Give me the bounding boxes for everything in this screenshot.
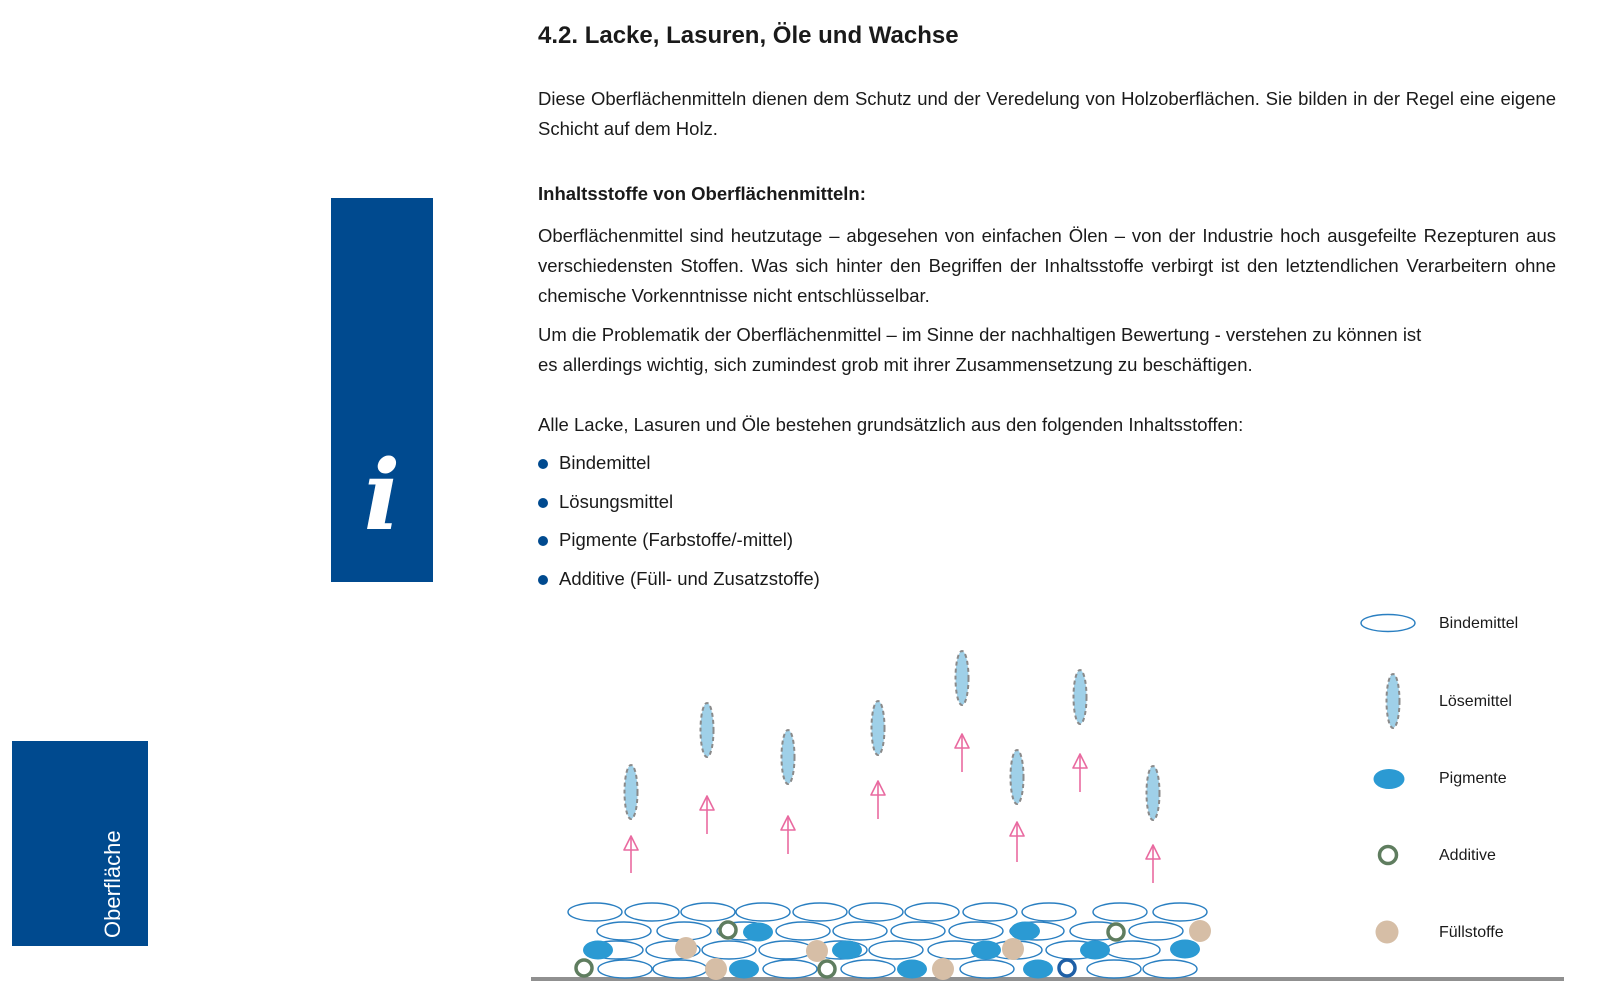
- binder-particle: [869, 941, 923, 959]
- binder-particle: [1010, 922, 1064, 940]
- solvent-particle: [872, 701, 885, 755]
- evaporation-arrow: [1073, 754, 1087, 792]
- binder-particle: [653, 960, 707, 978]
- list-lead: Alle Lacke, Lasuren und Öle bestehen grundsätzlich aus den folgenden Inhaltsstoffen:: [538, 414, 1244, 435]
- binder-particle: [598, 960, 652, 978]
- list-item: Pigmente (Farbstoffe/-mittel): [538, 525, 820, 564]
- coating-layer: [531, 903, 1564, 980]
- pigment-particle: [832, 941, 862, 960]
- list-item: Additive (Füll- und Zusatzstoffe): [538, 564, 820, 603]
- binder-particle: [568, 903, 622, 921]
- binder-particle: [849, 903, 903, 921]
- binder-particle: [702, 941, 756, 959]
- evaporation-arrow: [871, 781, 885, 819]
- pigment-particle: [729, 960, 759, 979]
- legend-label-additive: Additive: [1439, 847, 1496, 864]
- list-item: Bindemittel: [538, 448, 820, 487]
- section-title: 4.2. Lacke, Lasuren, Öle und Wachse: [538, 22, 959, 49]
- binder-particle: [841, 960, 895, 978]
- solvent-particle: [956, 651, 969, 705]
- additive-particle: [720, 922, 736, 938]
- filler-particle: [1002, 938, 1024, 960]
- list-item: Lösungsmittel: [538, 487, 820, 526]
- binder-particle: [589, 941, 643, 959]
- binder-particle: [736, 903, 790, 921]
- binder-particle: [963, 903, 1017, 921]
- pigment-particle: [1170, 940, 1200, 959]
- binder-particle: [759, 941, 813, 959]
- binder-particle: [1129, 922, 1183, 940]
- binder-particle: [949, 922, 1003, 940]
- additive-particle: [1108, 924, 1124, 940]
- solvent-particle: [625, 765, 638, 819]
- binder-particle: [776, 922, 830, 940]
- pigment-particle: [971, 941, 1001, 960]
- binder-particle: [1046, 941, 1100, 959]
- solvent-particle: [701, 703, 714, 757]
- legend-label-filler: Füllstoffe: [1439, 924, 1504, 941]
- section-side-tab[interactable]: [12, 741, 148, 946]
- info-icon: i: [363, 439, 401, 552]
- binder-particle: [1093, 903, 1147, 921]
- side-tab-label: Oberfläche: [100, 830, 125, 938]
- binder-particle: [1153, 903, 1207, 921]
- legend-label-solvent: Lösemittel: [1439, 693, 1512, 710]
- filler-particle: [705, 958, 727, 980]
- binder-particle: [597, 922, 651, 940]
- additive-particle: [1059, 960, 1075, 976]
- evaporation-arrow: [624, 836, 638, 873]
- binder-particle: [928, 941, 982, 959]
- legend-filler-symbol: [1376, 921, 1399, 944]
- paragraph-problem-line-2: es allerdings wichtig, sich zumindest grob mit ihrer Zusammensetzung zu beschäftigen.: [538, 354, 1253, 375]
- additive-particle: [819, 961, 835, 977]
- ingredients-list: [538, 448, 820, 602]
- evaporation-arrow: [955, 734, 969, 772]
- solvent-particle: [1011, 750, 1024, 804]
- evaporation-arrow: [700, 796, 714, 834]
- pigment-particle: [1023, 960, 1053, 979]
- binder-particle: [1022, 903, 1076, 921]
- pigment-particle: [743, 923, 773, 942]
- legend-label-pigment: Pigmente: [1439, 770, 1507, 787]
- filler-particle: [675, 937, 697, 959]
- solvent-particle: [1074, 670, 1087, 724]
- binder-particle: [717, 922, 771, 940]
- binder-particle: [763, 960, 817, 978]
- pigment-particle: [1010, 922, 1040, 941]
- additive-particle: [576, 960, 592, 976]
- info-box: [331, 198, 433, 582]
- binder-particle: [1106, 941, 1160, 959]
- diagram-legend: [1361, 615, 1518, 944]
- legend-additive-symbol: [1380, 847, 1397, 864]
- legend-pigment-symbol: [1374, 769, 1405, 789]
- binder-particle: [793, 903, 847, 921]
- filler-particle: [806, 940, 828, 962]
- binder-particle: [625, 903, 679, 921]
- binder-particle: [657, 922, 711, 940]
- solvent-particle: [782, 730, 795, 784]
- binder-particle: [1070, 922, 1124, 940]
- binder-particle: [646, 941, 700, 959]
- ingredients-subheading: Inhaltsstoffe von Oberflächenmitteln:: [538, 183, 866, 204]
- legend-solvent-symbol: [1387, 674, 1400, 728]
- filler-particle: [932, 958, 954, 980]
- intro-paragraph: Diese Oberflächenmitteln dienen dem Schutz und der Veredelung von Holzoberflächen. Sie bilden in der Regel eine eigene Schicht auf dem Holz.: [538, 88, 1556, 139]
- paragraph-problem: [538, 320, 1556, 380]
- binder-particle: [905, 903, 959, 921]
- pigment-particle: [1080, 941, 1110, 960]
- binder-particle: [960, 960, 1014, 978]
- binder-particle: [681, 903, 735, 921]
- binder-particle: [891, 922, 945, 940]
- paragraph-problem-line-1: Um die Problematik der Oberflächenmittel – im Sinne der nachhaltigen Bewertung - verstehen zu können ist: [538, 324, 1422, 345]
- binder-particle: [833, 922, 887, 940]
- legend-label-binder: Bindemittel: [1439, 615, 1519, 632]
- pigment-particle: [897, 960, 927, 979]
- binder-particle: [1087, 960, 1141, 978]
- filler-particle: [1189, 920, 1211, 942]
- legend-binder-symbol: [1361, 615, 1415, 632]
- evaporation-arrow: [781, 816, 795, 854]
- evaporation-arrow: [1146, 845, 1160, 883]
- binder-particle: [813, 941, 867, 959]
- evaporating-solvents: [624, 651, 1160, 883]
- binder-particle: [988, 941, 1042, 959]
- pigment-particle: [583, 941, 613, 960]
- binder-particle: [1143, 960, 1197, 978]
- paragraph-industry: Oberflächenmittel sind heutzutage – abgesehen von einfachen Ölen – von der Industrie hoch ausgefeilte Rezepturen aus verschiedensten Stoffen. Was sich hinter den Begriffen der Inhaltsstoffe verbirgt ist den letztendlichen Verarbeitern ohne chemische Vorkenntnisse nicht entschlüsselbar.: [538, 225, 1556, 306]
- evaporation-arrow: [1010, 822, 1024, 862]
- solvent-particle: [1147, 766, 1160, 820]
